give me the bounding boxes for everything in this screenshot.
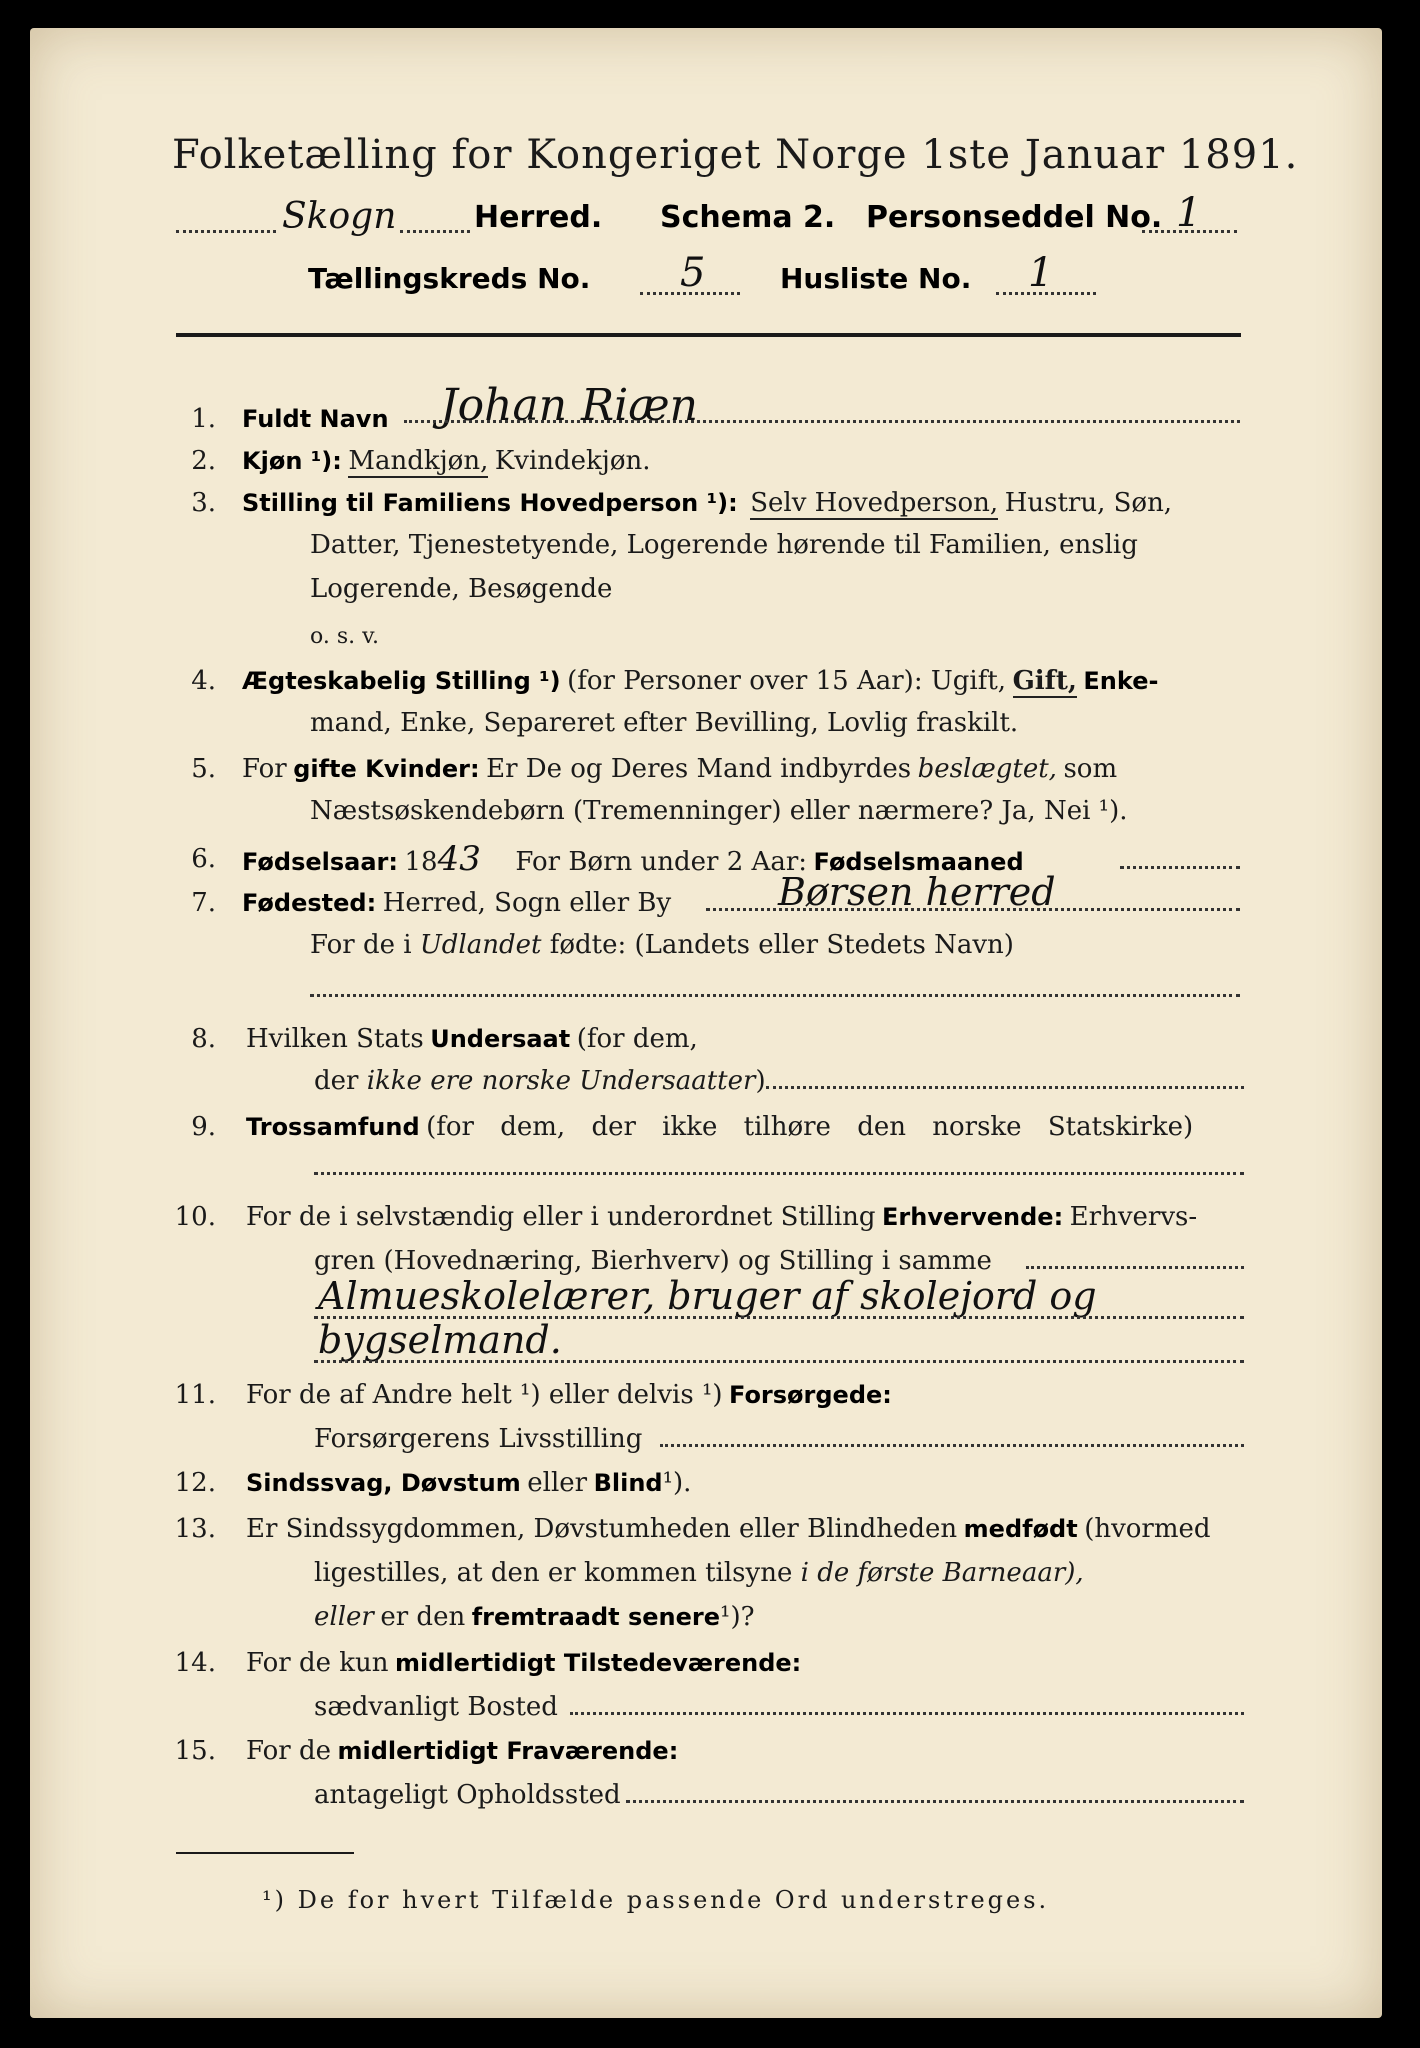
herred-value: Skogn: [282, 196, 397, 237]
marital-label: Ægteskabelig Stilling ¹): [242, 667, 561, 695]
occupation-row: [246, 1200, 1197, 1234]
disability-row: [246, 1466, 691, 1500]
dotted-line: [400, 230, 470, 233]
kreds-value: 5: [680, 250, 706, 296]
dotted-line: [310, 994, 1240, 997]
kreds-label: Tællingskreds No.: [308, 262, 591, 295]
married-women-italic: beslægtet,: [917, 754, 1057, 784]
married-women-row: [242, 752, 1117, 786]
sex-female: Kvindekjøn.: [494, 446, 651, 476]
dotted-line: [1026, 1266, 1244, 1269]
congenital-line2: [314, 1556, 1084, 1590]
occupation-value-line2: bygselmand.: [318, 1318, 562, 1362]
item-number: 6.: [191, 844, 216, 874]
occupation-pre: For de i selvstændig eller i underordnet Stilling: [246, 1202, 876, 1232]
dotted-line: [1120, 866, 1240, 869]
dotted-line: [626, 1800, 1244, 1803]
family-position-line3: Logerende, Besøgende: [310, 574, 613, 604]
citizenship-text: (for dem,: [576, 1024, 698, 1054]
congenital-line3-end: ¹)?: [720, 1602, 755, 1632]
congenital-line3: [314, 1600, 755, 1634]
dotted-line: [314, 1360, 1244, 1363]
husliste-value: 1: [1028, 250, 1054, 296]
occupation-text: Erhvervs-: [1069, 1202, 1198, 1232]
religion-text: (for dem, der ikke tilhøre den norske Statskirke): [426, 1112, 1194, 1142]
dotted-line: [314, 1172, 1244, 1175]
personseddel-value: 1: [1176, 190, 1202, 236]
husliste-label: Husliste No.: [780, 262, 972, 295]
married-women-line2: Næstsøskendebørn (Tremenninger) eller nærmere? Ja, Nei ¹).: [310, 796, 1128, 826]
herred-label: Herred.: [474, 200, 603, 235]
family-position-line2: Datter, Tjenestetyende, Logerende hørende til Familien, enslig: [310, 530, 1138, 560]
citizenship-row: [246, 1022, 698, 1056]
citizenship-line2: [314, 1064, 766, 1098]
temporary-present-pre: For de kun: [246, 1648, 389, 1678]
full-name-label: Fuldt Navn: [242, 405, 389, 433]
disability-text: eller: [527, 1468, 588, 1498]
item-number: 9.: [191, 1112, 216, 1142]
citizenship-line2-italic: ikke ere norske Undersaatter: [366, 1066, 756, 1096]
occupation-label: Erhvervende:: [882, 1203, 1064, 1231]
married-women-text: Er De og Deres Mand indbyrdes: [486, 754, 912, 784]
dotted-line: [570, 1712, 1244, 1715]
header-rule: [176, 333, 1241, 337]
family-position-line4: o. s. v.: [310, 624, 379, 649]
full-name-value: Johan Riæn: [440, 380, 698, 431]
sex-label: Kjøn ¹):: [242, 447, 342, 475]
item-number: 15.: [174, 1736, 216, 1766]
supported-pre: For de af Andre helt ¹) eller delvis ¹): [246, 1380, 723, 1410]
birth-year-label: Fødselsaar:: [242, 848, 398, 876]
temporary-present-line2: sædvanligt Bosted: [314, 1692, 558, 1722]
sex-row: [242, 444, 651, 478]
item-number: 8.: [191, 1024, 216, 1054]
dotted-line: [640, 292, 740, 295]
birth-year-prefix: 18: [404, 847, 438, 877]
footnote: ¹) De for hvert Tilfælde passende Ord understreges.: [262, 1886, 1050, 1914]
foreign-birth-text: fødte: (Landets eller Stedets Navn): [549, 930, 1014, 960]
schema-label: Schema 2.: [660, 200, 836, 235]
congenital-line3-pre: er den: [380, 1602, 466, 1632]
item-number: 3.: [191, 488, 216, 518]
dotted-line: [1142, 230, 1237, 233]
sex-male: Mandkjøn,: [348, 446, 489, 476]
marital-enke: Enke-: [1083, 667, 1159, 695]
temporary-present-row: [246, 1646, 801, 1680]
married-women-text2: som: [1063, 754, 1118, 784]
dotted-line: [766, 1086, 1244, 1089]
birth-year-value: 43: [437, 839, 481, 879]
temporary-absent-line2: antageligt Opholdssted: [314, 1780, 621, 1810]
item-number: 10.: [174, 1202, 216, 1232]
congenital-pre: Er Sindssygdommen, Døvstumheden eller Blindheden: [246, 1514, 958, 1544]
birthplace-row: [242, 886, 671, 920]
item-number: 14.: [174, 1648, 216, 1678]
footnote-rule: [176, 1852, 354, 1854]
birth-month-text: For Børn under 2 Aar:: [515, 847, 808, 877]
married-women-label: gifte Kvinder:: [293, 755, 480, 783]
family-position-label: Stilling til Familiens Hovedperson ¹):: [242, 489, 738, 517]
marital-selected: Gift,: [1012, 666, 1077, 696]
disability-label2: Blind: [593, 1469, 663, 1497]
personseddel-label: Personseddel No.: [866, 200, 1163, 235]
religion-row: [246, 1110, 1193, 1144]
birthplace-value: Børsen herred: [778, 870, 1056, 914]
foreign-birth-italic: Udlandet: [419, 930, 542, 960]
item-number: 7.: [191, 888, 216, 918]
temporary-present-label: midlertidigt Tilstedeværende:: [395, 1649, 802, 1677]
citizenship-label: Undersaat: [430, 1025, 571, 1053]
religion-label: Trossamfund: [246, 1113, 420, 1141]
temporary-absent-label: midlertidigt Fraværende:: [337, 1737, 679, 1765]
birthplace-text: Herred, Sogn eller By: [382, 888, 672, 918]
dotted-line: [996, 292, 1096, 295]
family-position-selected: Selv Hovedperson,: [750, 488, 999, 518]
foreign-birth-pre: For de i: [310, 930, 412, 960]
congenital-line3-label: fremtraadt senere: [471, 1603, 721, 1631]
occupation-line2: gren (Hovednæring, Bierhverv) og Stilling i samme: [314, 1246, 992, 1276]
congenital-row: [246, 1512, 1211, 1546]
supported-row: [246, 1378, 892, 1412]
dotted-line: [660, 1444, 1244, 1447]
occupation-value-line1: Almueskolelærer, bruger af skolejord og: [318, 1274, 1097, 1318]
supported-label: Forsørgede:: [729, 1381, 892, 1409]
marital-line2: mand, Enke, Separeret efter Bevilling, Lovlig fraskilt.: [310, 708, 1019, 738]
citizenship-line2-pre: der: [314, 1066, 359, 1096]
marital-text: (for Personer over 15 Aar): Ugift,: [567, 666, 1007, 696]
birthplace-label: Fødested:: [242, 889, 377, 917]
congenital-label: medfødt: [963, 1515, 1078, 1543]
supported-line2: Forsørgerens Livsstilling: [314, 1424, 643, 1454]
family-position-options: Hustru, Søn,: [1004, 488, 1173, 518]
item-number: 2.: [191, 446, 216, 476]
marital-row: [242, 664, 1158, 698]
congenital-text: (hvormed: [1084, 1514, 1211, 1544]
item-number: 4.: [191, 666, 216, 696]
foreign-birth-row: [310, 928, 1014, 962]
congenital-line2-italic: i de første Barneaar),: [800, 1558, 1084, 1588]
citizenship-line2-end: ): [755, 1066, 766, 1096]
birth-month-label: Fødselsmaaned: [813, 848, 1024, 876]
congenital-line3-italic: eller: [314, 1602, 374, 1632]
dotted-line: [176, 230, 276, 233]
item-number: 5.: [191, 754, 216, 784]
item-number: 13.: [174, 1514, 216, 1544]
congenital-line2-pre: ligestilles, at den er kommen tilsyne: [314, 1558, 793, 1588]
family-position-row: [242, 486, 1172, 520]
dotted-line: [706, 908, 1240, 911]
temporary-absent-row: [246, 1734, 678, 1768]
married-women-pre: For: [242, 754, 287, 784]
disability-label: Sindssvag, Døvstum: [246, 1469, 521, 1497]
census-form: [30, 28, 1382, 2018]
citizenship-pre: Hvilken Stats: [246, 1024, 424, 1054]
temporary-absent-pre: For de: [246, 1736, 331, 1766]
form-title: Folketælling for Kongeriget Norge 1ste Januar 1891.: [172, 132, 1299, 178]
disability-sup: ¹).: [662, 1468, 692, 1498]
dotted-line: [404, 420, 1240, 423]
item-number: 12.: [174, 1468, 216, 1498]
item-number: 11.: [174, 1380, 216, 1410]
item-number: 1.: [191, 404, 216, 434]
